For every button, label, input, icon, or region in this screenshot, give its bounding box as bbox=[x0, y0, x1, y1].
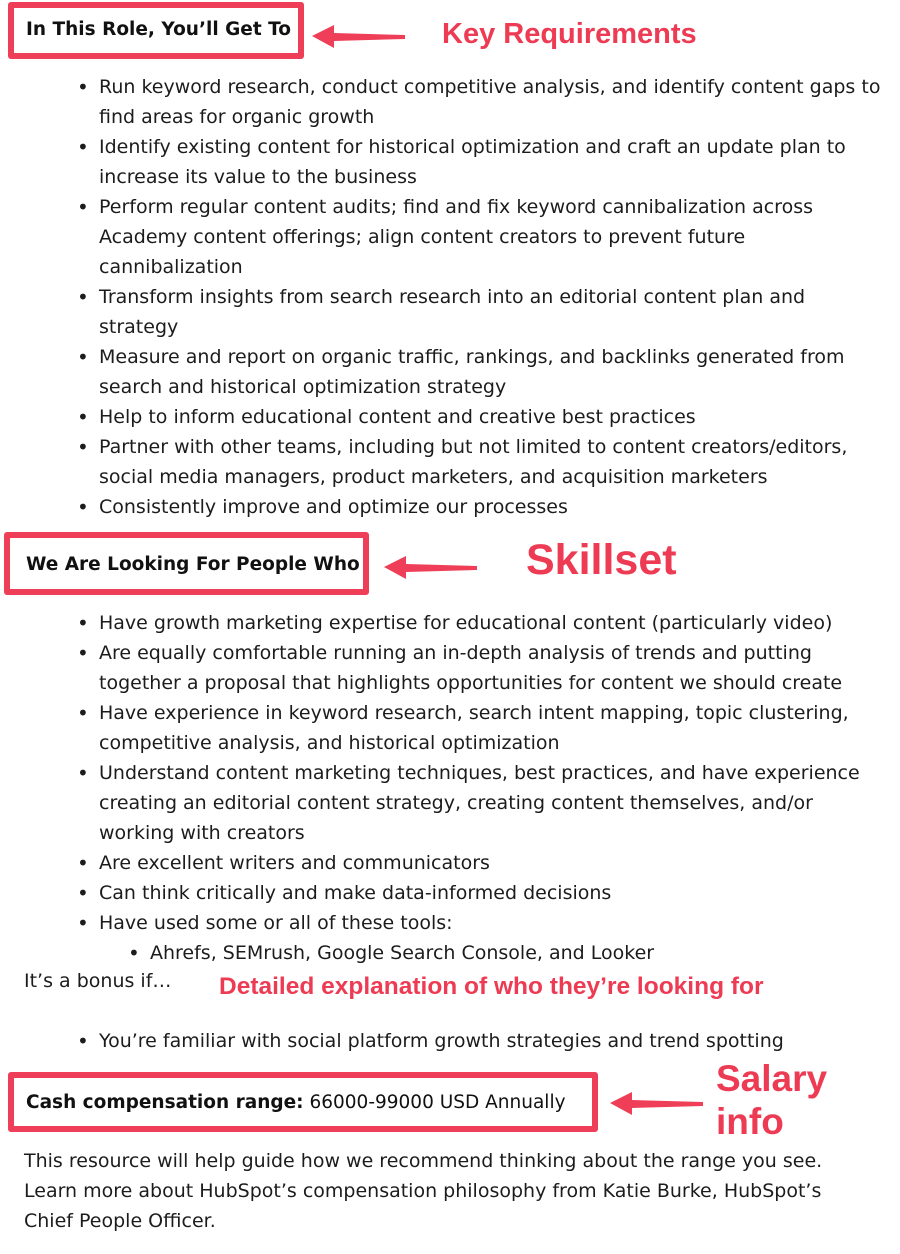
list-item: • Understand content marketing techniques, best practices, and have experience creating an editorial content strategy, creating content themselves, and/or working with creators bbox=[77, 758, 882, 848]
list-item: • Are equally comfortable running an in-depth analysis of trends and putting together a proposal that highlights opportunities for content we should create bbox=[77, 638, 882, 698]
salary-box bbox=[8, 1072, 598, 1132]
list-item: • Run keyword research, conduct competitive analysis, and identify content gaps to find areas for organic growth bbox=[77, 72, 882, 132]
list-item: • Partner with other teams, including but not limited to content creators/editors, social media managers, product marketers, and acquisition marketers bbox=[77, 432, 882, 492]
list-item: • Transform insights from search research into an editorial content plan and strategy bbox=[77, 282, 882, 342]
arrow-left-icon bbox=[384, 553, 484, 583]
list-item: • Have experience in keyword research, search intent mapping, topic clustering, competitive analysis, and historical optimization bbox=[77, 698, 882, 758]
list-item: • Consistently improve and optimize our processes bbox=[77, 492, 882, 522]
list-item: • Have growth marketing expertise for educational content (particularly video) bbox=[77, 608, 882, 638]
list-item: • Help to inform educational content and creative best practices bbox=[77, 402, 882, 432]
salary-annotation-line2: info bbox=[716, 1101, 784, 1142]
list-item: • Perform regular content audits; find and fix keyword cannibalization across Academy content offerings; align content creators to prevent future cannibalization bbox=[77, 192, 882, 282]
salary-annotation-line1: Salary bbox=[716, 1058, 828, 1099]
tools-sublist bbox=[128, 938, 828, 968]
list-item: • Measure and report on organic traffic, rankings, and backlinks generated from search and historical optimization strategy bbox=[77, 342, 882, 402]
list-item: • Are excellent writers and communicators bbox=[77, 848, 882, 878]
skillset-annotation: Skillset bbox=[526, 536, 677, 584]
list-item: • Have used some or all of these tools: bbox=[77, 908, 882, 938]
key-requirements-annotation: Key Requirements bbox=[442, 18, 697, 50]
role-heading-box bbox=[8, 2, 304, 59]
salary-value: 66000-99000 USD Annually bbox=[309, 1092, 566, 1113]
role-heading: In This Role, You’ll Get To bbox=[26, 19, 292, 40]
detailed-explanation-annotation: Detailed explanation of who they’re looking for bbox=[219, 973, 764, 1000]
people-list bbox=[77, 608, 882, 938]
role-list bbox=[77, 72, 882, 522]
arrow-left-icon bbox=[312, 22, 412, 52]
list-item: • You’re familiar with social platform growth strategies and trend spotting bbox=[77, 1026, 882, 1056]
list-item: • Ahrefs, SEMrush, Google Search Console, and Looker bbox=[128, 938, 828, 968]
salary-label: Cash compensation range: bbox=[26, 1092, 304, 1113]
salary-text bbox=[26, 1092, 566, 1113]
bonus-intro: It’s a bonus if… bbox=[24, 970, 172, 992]
people-heading: We Are Looking For People Who bbox=[26, 554, 360, 575]
people-heading-box bbox=[4, 532, 369, 595]
arrow-left-icon bbox=[610, 1089, 710, 1119]
bonus-list bbox=[77, 1026, 882, 1056]
salary-note: This resource will help guide how we recommend thinking about the range you see. Learn more about HubSpot’s compensation philosophy from Katie Burke, HubSpot’s Chief People Officer. bbox=[24, 1150, 823, 1232]
list-item: • Identify existing content for historical optimization and craft an update plan to increase its value to the business bbox=[77, 132, 882, 192]
list-item: • Can think critically and make data-informed decisions bbox=[77, 878, 882, 908]
